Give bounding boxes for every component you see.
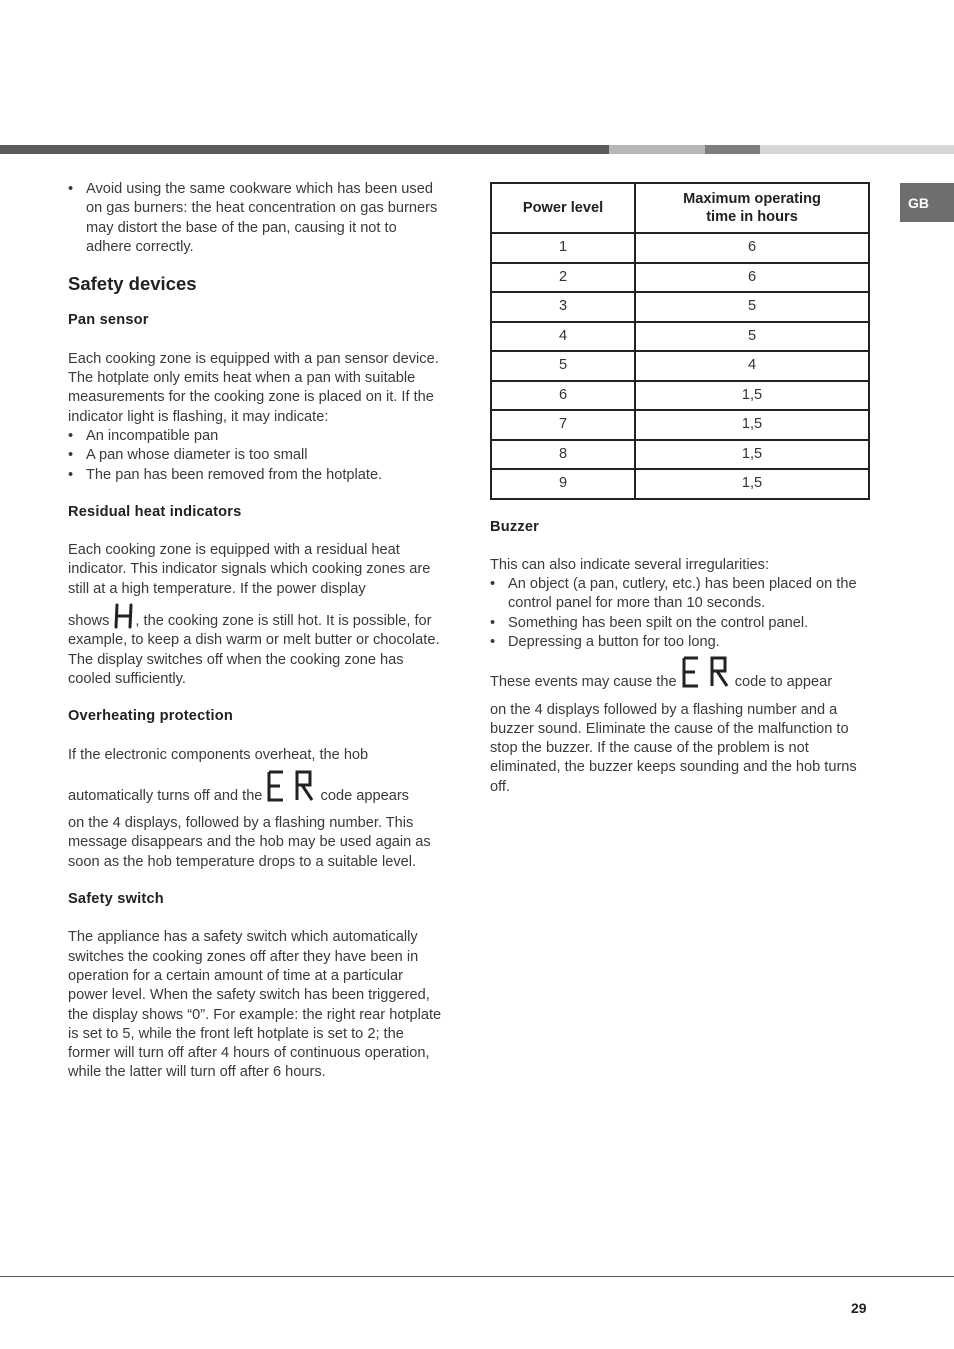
header-line: Maximum operating: [683, 191, 821, 207]
overheating-heading: Overheating protection: [68, 708, 233, 725]
cell-max-time: 5: [635, 322, 869, 352]
table-row: [491, 381, 869, 411]
buzzer-intro: This can also indicate several irregularities:: [490, 556, 770, 573]
list-item: • A pan whose diameter is too small: [68, 446, 446, 465]
footer-rule: [0, 1276, 954, 1277]
table-header-row: [491, 183, 869, 233]
cell-power-level: 4: [491, 322, 635, 352]
overheating-text-3: on the 4 displays, followed by a flashing number. This message disappears and the hob may be used again as soon as the hob temperature drops to a suitable level.: [68, 815, 431, 870]
power-level-table: [490, 182, 870, 500]
table-row: [491, 292, 869, 322]
cell-max-time: 4: [635, 351, 869, 381]
pan-sensor-heading: Pan sensor: [68, 312, 149, 329]
cell-power-level: 6: [491, 381, 635, 411]
safety-switch-text: The appliance has a safety switch which automatically switches the cooking zones off after they have been in operation for a certain amount of time at a particular power level. When the safety switch has been triggered, the display shows “0”. For example: the right rear hotplate is set to 5, while the front left hotplate is set to 2; the former will turn off after 4 hours of continuous operation, while the latter will turn off after 6 hours.: [68, 929, 442, 1081]
cell-power-level: 8: [491, 440, 635, 470]
table-row: [491, 469, 869, 499]
list-item: • Something has been spilt on the control panel.: [490, 614, 870, 633]
column-header-max-time: [635, 183, 869, 233]
pan-sensor-list: [68, 427, 446, 485]
cell-max-time: 1,5: [635, 469, 869, 499]
table-row: [491, 263, 869, 293]
cell-max-time: 5: [635, 292, 869, 322]
buzzer-text: [490, 656, 870, 692]
cell-power-level: 7: [491, 410, 635, 440]
cell-power-level: 5: [491, 351, 635, 381]
header-bar-segment-mid2: [705, 145, 760, 154]
table-row: [491, 322, 869, 352]
safety-switch-heading: Safety switch: [68, 891, 164, 908]
cell-max-time: 1,5: [635, 440, 869, 470]
cell-power-level: 2: [491, 263, 635, 293]
table-row: [491, 410, 869, 440]
cell-power-level: 3: [491, 292, 635, 322]
list-item: • An object (a pan, cutlery, etc.) has been placed on the control panel for more than 10 seconds.: [490, 575, 870, 614]
cell-power-level: 1: [491, 233, 635, 263]
header-bar-segment-mid: [609, 145, 705, 154]
list-item: • The pan has been removed from the hotplate.: [68, 466, 446, 485]
overheating-text-2: [68, 770, 446, 806]
residual-heat-heading: Residual heat indicators: [68, 503, 242, 520]
text-fragment: code appears: [316, 787, 409, 804]
section-title: Safety devices: [68, 273, 197, 295]
buzzer-heading: Buzzer: [490, 518, 540, 535]
intro-bullet: • Avoid using the same cookware which has been used on gas burners: the heat concentration on gas burners may distort the base of the pan, causing it not to adhere correctly.: [68, 180, 446, 257]
h-display-icon: [113, 603, 135, 629]
table-row: [491, 233, 869, 263]
text-fragment: code to appear: [730, 674, 833, 691]
cell-power-level: 9: [491, 469, 635, 499]
cell-max-time: 1,5: [635, 410, 869, 440]
table-row: [491, 440, 869, 470]
text-fragment: shows: [68, 613, 114, 630]
text-fragment: automatically turns off and the: [68, 787, 267, 804]
buzzer-list: [490, 575, 870, 652]
right-column: [490, 180, 870, 797]
header-bar-segment-dark: [0, 145, 609, 154]
residual-heat-text: Each cooking zone is equipped with a residual heat indicator. This indicator signals which cooking zones are still at a high temperature. If the power display: [68, 542, 431, 597]
intro-list: [68, 180, 446, 257]
header-color-bar: [0, 145, 954, 154]
buzzer-text-2: on the 4 displays followed by a flashing number and a buzzer sound. Eliminate the cause of the malfunction to stop the buzzer. If the cause of the problem is not eliminated, the buzzer keeps sounding and the hob turns off.: [490, 701, 857, 795]
er-code-icon: [266, 770, 316, 802]
table-row: [491, 351, 869, 381]
overheating-text: If the electronic components overheat, the hob: [68, 746, 369, 763]
language-tab: GB: [900, 183, 954, 222]
page-number: 29: [851, 1300, 867, 1316]
column-header-power-level: Power level: [491, 183, 635, 233]
header-line: time in hours: [706, 209, 798, 225]
cell-max-time: 6: [635, 263, 869, 293]
residual-heat-text-2: [68, 603, 446, 689]
list-item: • An incompatible pan: [68, 427, 446, 446]
cell-max-time: 1,5: [635, 381, 869, 411]
list-item: • Depressing a button for too long.: [490, 633, 870, 652]
header-bar-segment-light: [760, 145, 954, 154]
pan-sensor-text: Each cooking zone is equipped with a pan sensor device. The hotplate only emits heat when a pan with suitable measurements for the cooking zone is placed on it. If the indicator light is flashing, it may indicate:: [68, 350, 439, 425]
er-code-icon: [681, 656, 731, 688]
text-fragment: , the cooking zone is still hot. It is possible, for example, to keep a dish warm or melt butter or chocolate. The display switches off when the cooking zone has cooled sufficiently.: [68, 613, 440, 687]
left-column: [68, 180, 446, 1083]
text-fragment: These events may cause the: [490, 674, 681, 691]
cell-max-time: 6: [635, 233, 869, 263]
